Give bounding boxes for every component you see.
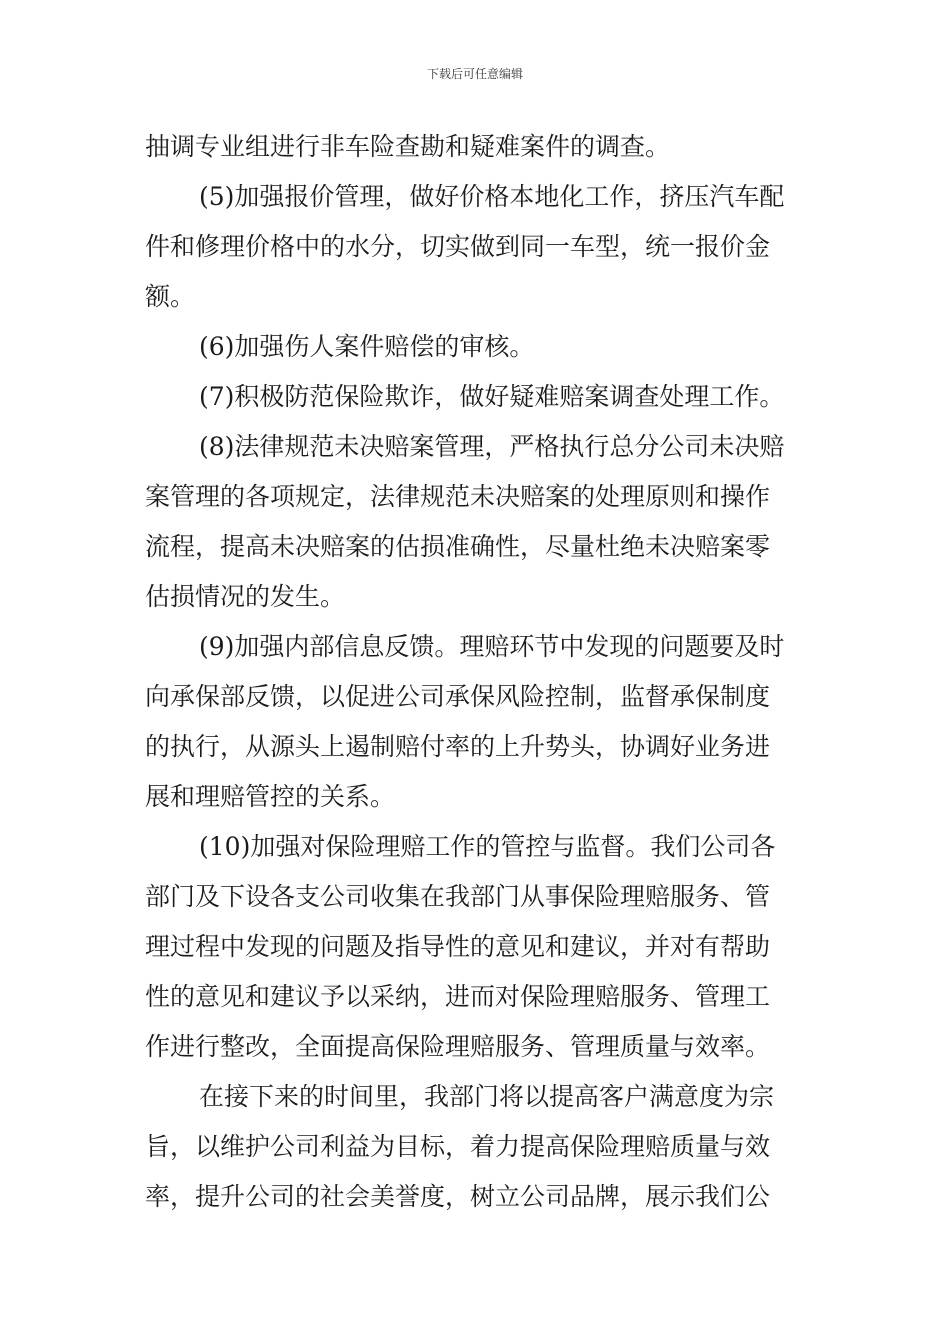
text-line: 部门及下设各支公司收集在我部门从事保险理赔服务、管 bbox=[145, 882, 771, 911]
text-line: 性的意见和建议予以采纳，进而对保险理赔服务、管理工 bbox=[145, 982, 771, 1011]
text-line: (5)加强报价管理，做好价格本地化工作，挤压汽车配 bbox=[199, 182, 785, 211]
text-line: (7)积极防范保险欺诈，做好疑难赔案调查处理工作。 bbox=[199, 382, 785, 411]
text-line: 理过程中发现的问题及指导性的意见和建议，并对有帮助 bbox=[145, 932, 771, 961]
text-line: 额。 bbox=[145, 282, 196, 311]
text-line: 在接下来的时间里，我部门将以提高客户满意度为宗 bbox=[199, 1082, 775, 1111]
text-line: (6)加强伤人案件赔偿的审核。 bbox=[199, 332, 535, 361]
text-line: 案管理的各项规定，法律规范未决赔案的处理原则和操作 bbox=[145, 482, 771, 511]
text-line: 展和理赔管控的关系。 bbox=[145, 782, 396, 811]
text-line: 作进行整改，全面提高保险理赔服务、管理质量与效率。 bbox=[145, 1032, 771, 1061]
text-line: 向承保部反馈，以促进公司承保风险控制，监督承保制度 bbox=[145, 682, 771, 711]
text-line: 流程，提高未决赔案的估损准确性，尽量杜绝未决赔案零 bbox=[145, 532, 771, 561]
page-header: 下载后可任意编辑 bbox=[426, 67, 523, 81]
text-line: (9)加强内部信息反馈。理赔环节中发现的问题要及时 bbox=[199, 632, 785, 661]
text-line: 抽调专业组进行非车险查勘和疑难案件的调查。 bbox=[145, 132, 671, 161]
text-line: (10)加强对保险理赔工作的管控与监督。我们公司各 bbox=[199, 832, 776, 861]
text-line: 的执行，从源头上遏制赔付率的上升势头，协调好业务进 bbox=[145, 732, 771, 761]
text-line: 旨，以维护公司利益为目标，着力提高保险理赔质量与效 bbox=[145, 1132, 771, 1161]
text-line: 件和修理价格中的水分，切实做到同一车型，统一报价金 bbox=[145, 232, 771, 261]
text-line: (8)法律规范未决赔案管理，严格执行总分公司未决赔 bbox=[199, 432, 785, 461]
document-body bbox=[145, 122, 809, 1222]
text-line: 估损情况的发生。 bbox=[145, 582, 346, 611]
text-line: 率，提升公司的社会美誉度，树立公司品牌，展示我们公 bbox=[145, 1182, 771, 1211]
